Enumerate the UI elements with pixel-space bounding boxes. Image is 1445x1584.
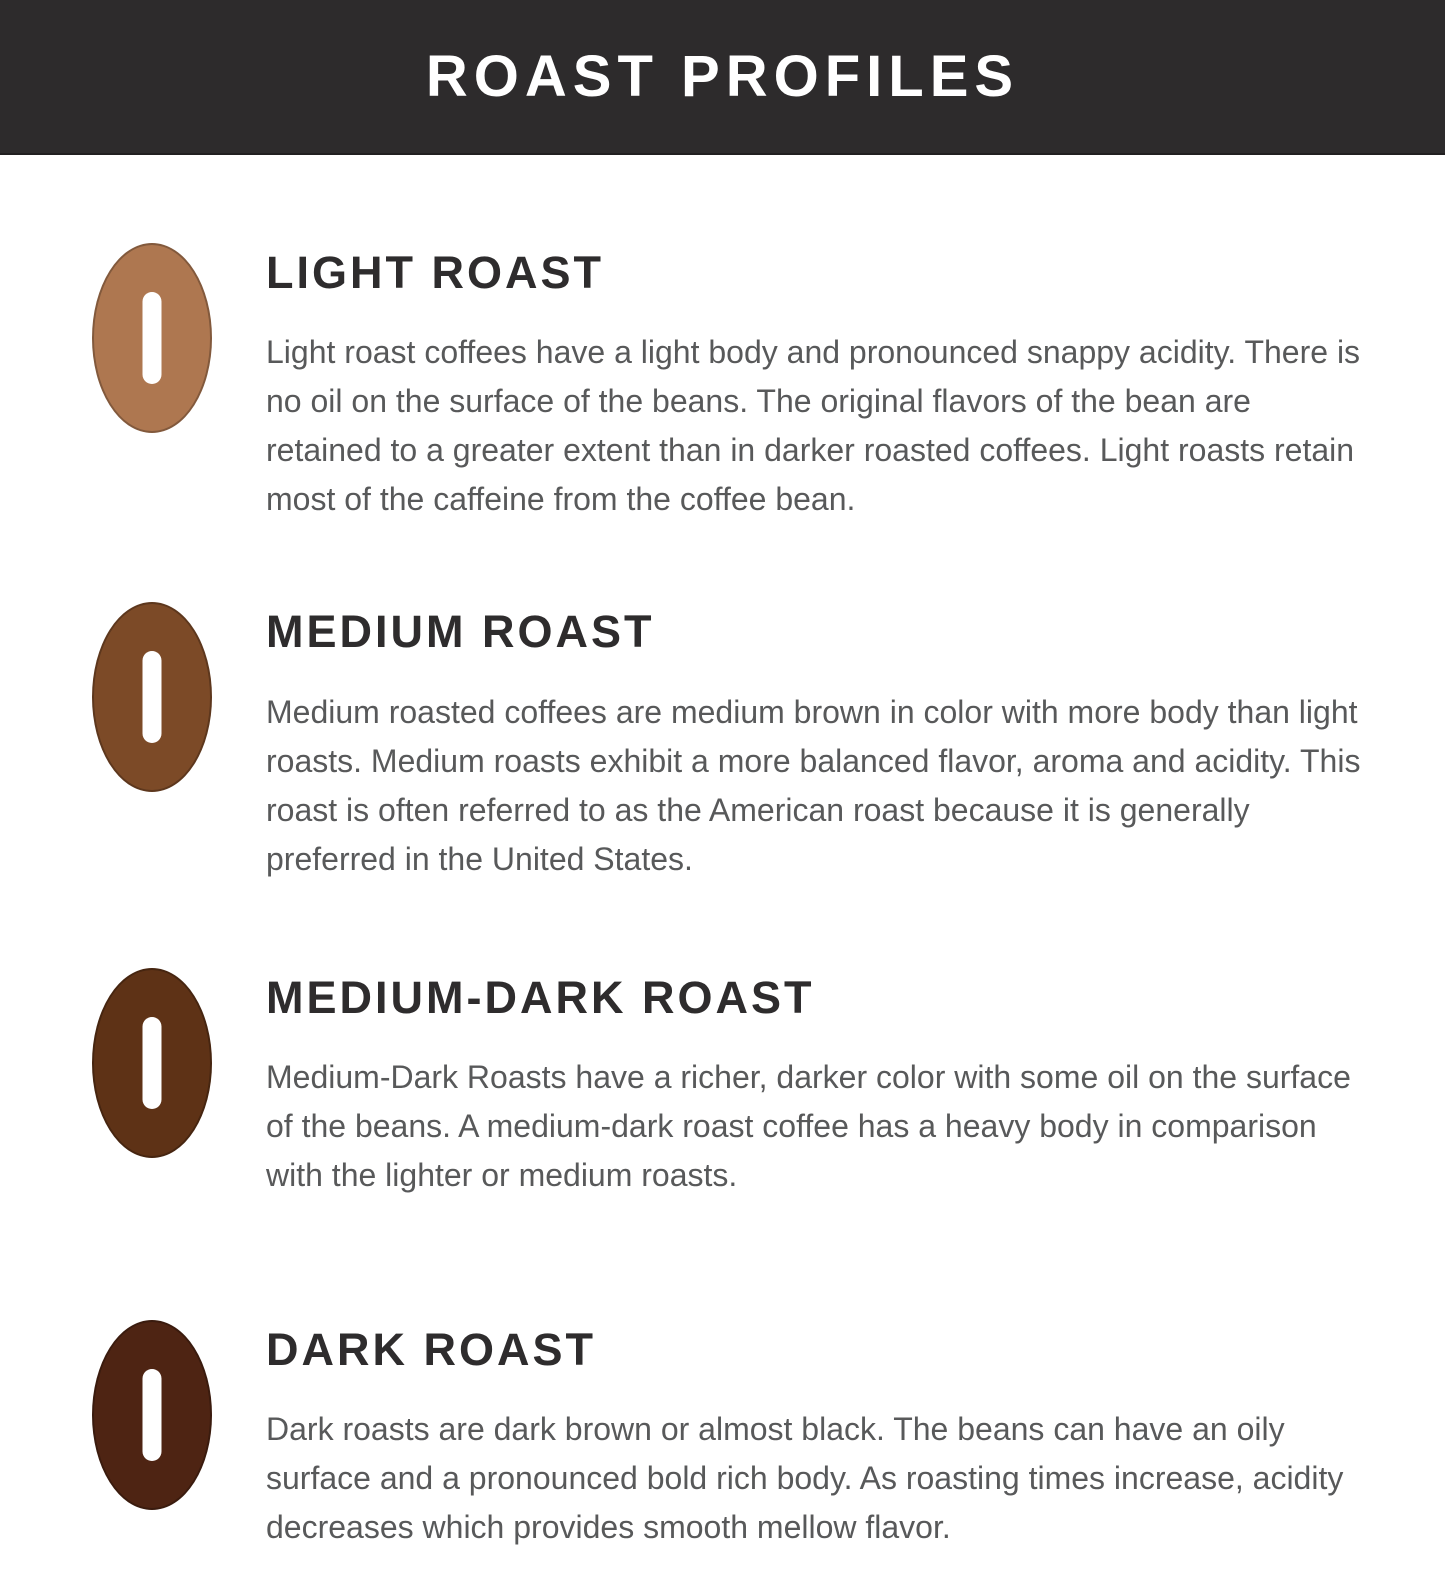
bean-slit bbox=[143, 1369, 162, 1461]
coffee-bean-medium-dark-icon bbox=[92, 968, 212, 1158]
section-text bbox=[266, 1320, 1371, 1584]
page-title: ROAST PROFILES bbox=[425, 43, 1020, 109]
section-medium-roast bbox=[92, 602, 1395, 915]
section-light-roast bbox=[92, 243, 1395, 556]
coffee-bean-dark-icon bbox=[92, 1320, 212, 1510]
section-text bbox=[266, 602, 1371, 915]
section-description: Medium-Dark Roasts have a richer, darker color with some oil on the surface of the beans. A medium-dark roast coffee has a heavy body in comparison with the lighter or medium roasts. bbox=[266, 1058, 1351, 1193]
section-description: Medium roasted coffees are medium brown in color with more body than light roasts. Medium roasts exhibit a more balanced flavor, aroma and acidity. This roast is often referred to as the American roast because it is generally preferred in the United States. bbox=[266, 693, 1361, 877]
section-medium-dark-roast bbox=[92, 968, 1395, 1232]
bean-slit bbox=[143, 651, 162, 743]
section-text bbox=[266, 243, 1371, 556]
bean-slit bbox=[143, 292, 162, 384]
section-text bbox=[266, 968, 1371, 1232]
section-description: Dark roasts are dark brown or almost black. The beans can have an oily surface and a pronounced bold rich body. As roasting times increase, acidity decreases which provides smooth mellow flavor. bbox=[266, 1411, 1344, 1545]
section-dark-roast bbox=[92, 1320, 1395, 1584]
roast-profiles-list bbox=[0, 155, 1445, 1584]
header-banner bbox=[0, 0, 1445, 155]
coffee-bean-medium-icon bbox=[92, 602, 212, 792]
section-heading: MEDIUM-DARK ROAST bbox=[266, 971, 815, 1023]
section-description: Light roast coffees have a light body and pronounced snappy acidity. There is no oil on the surface of the beans. The original flavors of the bean are retained to a greater extent than in darker roasted coffees. Light roasts retain most of the caffeine from the coffee bean. bbox=[266, 334, 1361, 518]
section-heading: MEDIUM ROAST bbox=[266, 606, 655, 658]
section-heading: LIGHT ROAST bbox=[266, 247, 604, 298]
bean-slit bbox=[143, 1017, 162, 1109]
coffee-bean-light-icon bbox=[92, 243, 212, 433]
section-heading: DARK ROAST bbox=[266, 1323, 596, 1375]
